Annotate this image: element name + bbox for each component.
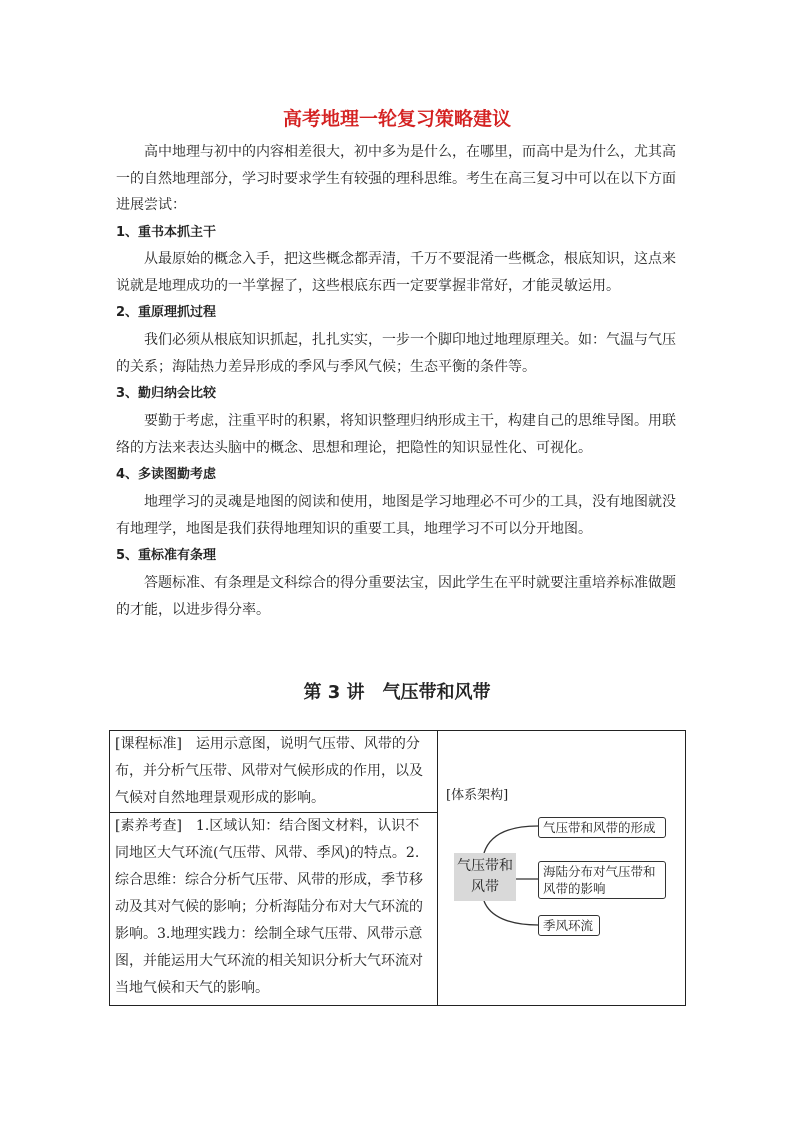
section-heading-5: 5、重标准有条理: [116, 548, 217, 563]
literacy-assessment-text: [素养考查] 1.区域认知：结合图文材料，认识不同地区大气环流(气压带、风带、季风)的特点。2.综合思维：综合分析气压带、风带的形成，季节移动及其对气候的影响；分析海陆分布对大气环流的影响。3.地理实践力：绘制全球气压带、风带示意图，并能运用大气环流的相关知识分析大气环流对当地气候和天气的影响。: [115, 818, 423, 996]
section-body-5: 答题标准、有条理是文科综合的得分重要法宝，因此学生在平时就要注重培养标准做题的才能，以进步得分率。: [116, 575, 676, 618]
connector-branch-1: [484, 826, 538, 853]
mindmap-center-node: 气压带和风带: [454, 853, 516, 901]
mindmap-branch-land-sea: 海陆分布对气压带和风带的影响: [538, 861, 666, 899]
section-body-1: 从最原始的概念入手，把这些概念都弄清，千万不要混淆一些概念，根底知识，这点来说就是地理成功的一半掌握了，这些根底东西一定要掌握非常好，才能灵敏运用。: [116, 251, 676, 294]
lecture-title: 第 3 讲 气压带和风带: [303, 682, 491, 703]
literacy-assessment-cell: [110, 813, 438, 1006]
section-heading-4: 4、多读图勤考虑: [116, 467, 217, 482]
section-heading-3: 3、勤归纳会比较: [116, 386, 217, 401]
course-info-table: [109, 730, 686, 1006]
section-body-4: 地理学习的灵魂是地图的阅读和使用，地图是学习地理必不可少的工具，没有地图就没有地理学，地图是我们获得地理知识的重要工具，地理学习不可以分开地图。: [116, 494, 676, 537]
section-heading-2: 2、重原理抓过程: [116, 305, 217, 320]
mindmap-branch-monsoon: 季风环流: [538, 915, 600, 936]
framework-diagram-cell: [438, 731, 686, 1006]
framework-label: [体系架构]: [446, 788, 509, 803]
curriculum-standard-text: [课程标准] 运用示意图，说明气压带、风带的分布，并分析气压带、风带对气候形成的作用，以及气候对自然地理景观形成的影响。: [115, 736, 423, 806]
intro-paragraph: 高中地理与初中的内容相差很大，初中多为是什么，在哪里，而高中是为什么，尤其高一的自然地理部分，学习时要求学生有较强的理科思维。考生在高三复习中可以在以下方面进展尝试：: [116, 144, 676, 213]
mindmap-branch-formation: 气压带和风带的形成: [538, 817, 666, 838]
section-body-3: 要勤于考虑，注重平时的积累，将知识整理归纳形成主干，构建自己的思维导图。用联络的方法来表达头脑中的概念、思想和理论，把隐性的知识显性化、可视化。: [116, 413, 676, 456]
section-body-2: 我们必须从根底知识抓起，扎扎实实，一步一个脚印地过地理原理关。如：气温与气压的关系；海陆热力差异形成的季风与季风气候；生态平衡的条件等。: [116, 332, 676, 375]
page-title: 高考地理一轮复习策略建议: [282, 108, 511, 130]
section-heading-1: 1、重书本抓主干: [116, 225, 217, 240]
connector-branch-3: [484, 901, 538, 925]
curriculum-standard-cell: [110, 731, 438, 813]
